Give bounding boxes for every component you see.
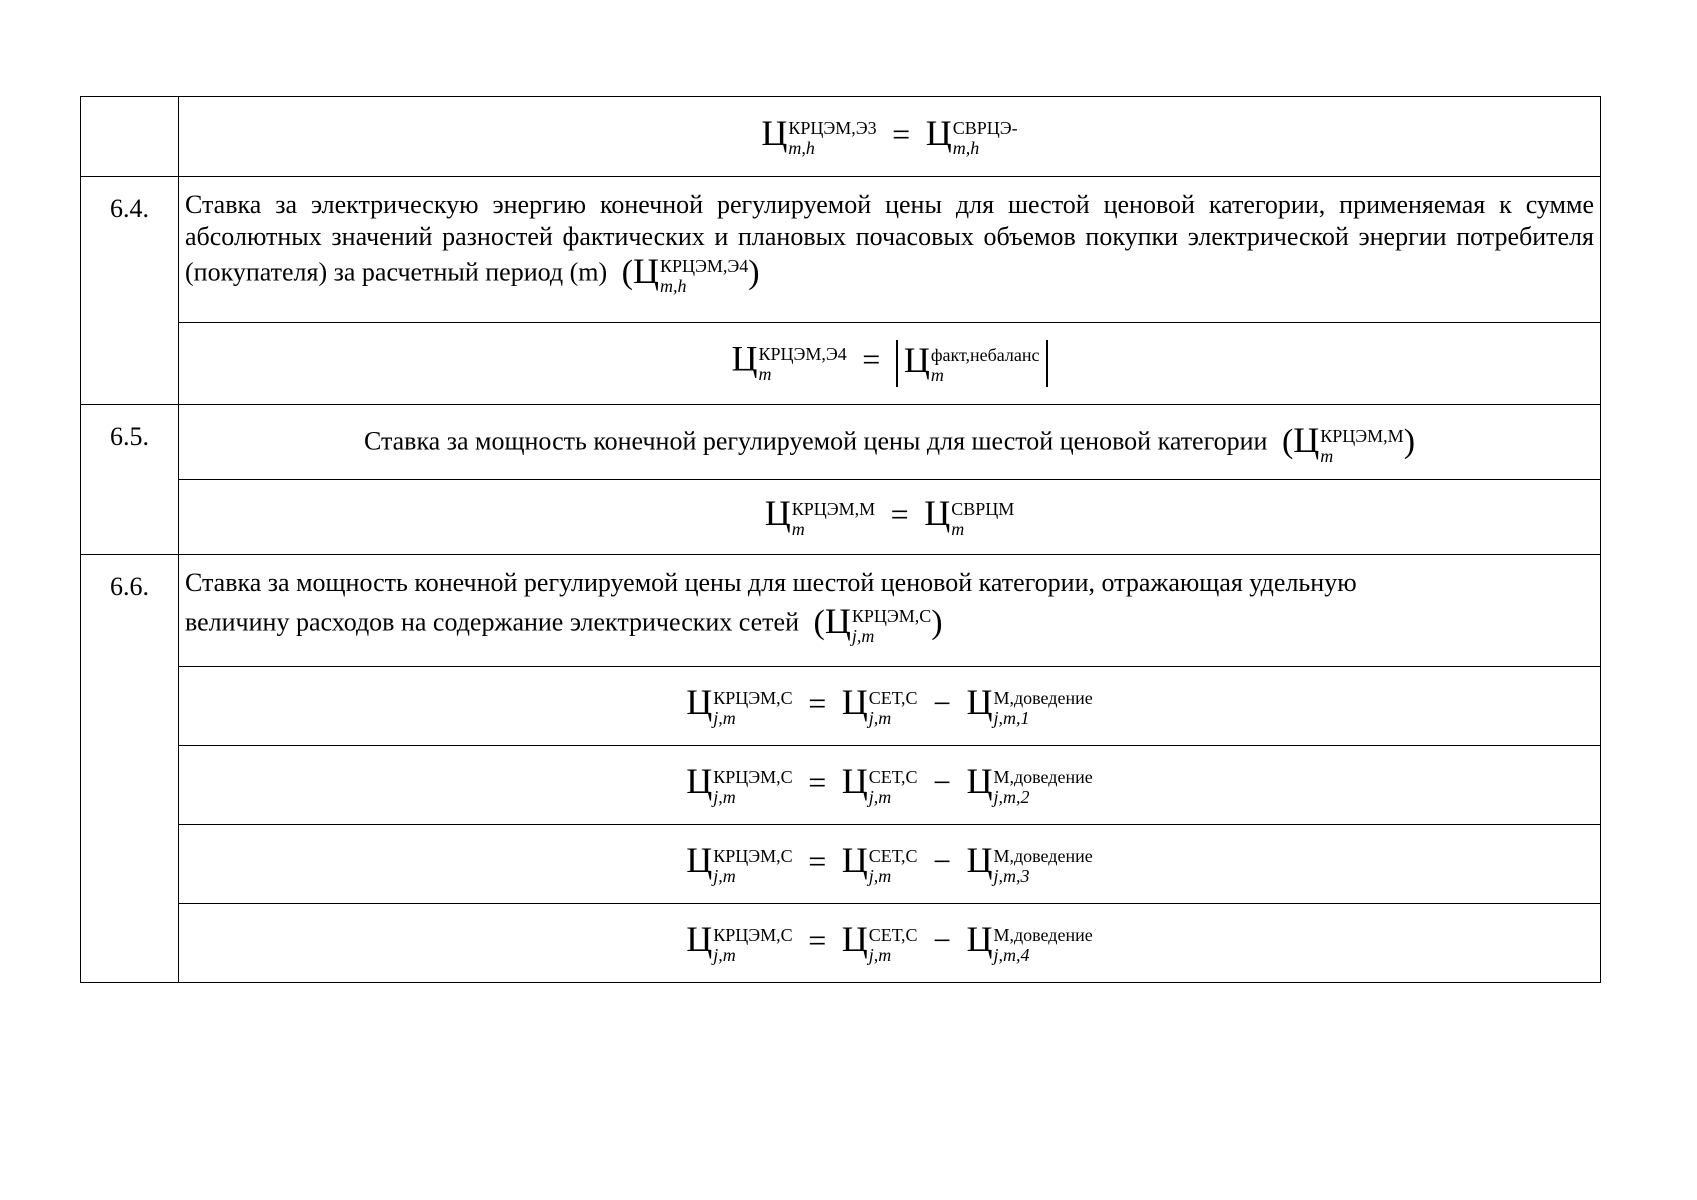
formula-cell [179,667,1601,746]
symbol-c: (Ц КРЦЭМ,C j,m ) [813,601,943,647]
table-row [81,746,1601,825]
description-line: величину расходов на содержание электрических сетей [185,607,799,637]
item-number: 6.6. [81,555,179,983]
formula-cell [179,97,1601,177]
price-symbol: Ц [824,601,851,641]
description-text: Ставка за электрическую энергию конечной регулируемой цены для шестой ценовой категории, применяемая к сумме абсолютных значений разностей фактических и плановых почасовых объемов покупки электрической энергии потребителя (покупателя) за расчетный период (m) [185,190,1594,287]
price-symbol: Ц [731,338,758,379]
description-line: Ставка за мощность конечной регулируемой цены для шестой ценовой категории, отражающая удельную [185,568,1357,597]
subscript: j,m,4 [993,944,1030,965]
formula-e3 [761,112,1018,159]
formula-c-3 [686,842,1092,885]
formula-cell [179,904,1601,983]
subscript: m,h [659,276,687,297]
price-symbol: Ц [966,682,993,723]
superscript: СВРЦЭ- [952,118,1018,139]
description-text: Ставка за мощность конечной регулируемой цены для шестой ценовой категории [363,426,1268,456]
subscript: j,m [868,786,892,807]
subscript: j,m [713,865,736,886]
price-symbol: Ц [841,919,868,960]
table-row [81,405,1601,480]
table-row [81,323,1601,405]
number-cell [81,97,179,177]
price-symbol: Ц [632,251,659,291]
equals-sign: = [808,764,827,801]
superscript: КРЦЭМ,М [791,498,876,519]
subscript: j,m [713,944,736,965]
price-symbol: Ц [841,840,868,881]
description-cell [179,177,1601,323]
formula-c-4 [686,921,1092,964]
superscript: КРЦЭМ,Э3 [788,118,877,139]
superscript: факт,небаланс [930,345,1040,366]
price-symbol: Ц [686,840,713,881]
subscript: m [951,518,965,539]
subscript: m [1320,445,1334,466]
superscript: КРЦЭМ,C [713,687,793,708]
minus-sign: − [932,685,951,722]
superscript: М,доведение [993,766,1093,787]
symbol-e4: (Ц КРЦЭМ,Э4 m,h ) [621,251,760,297]
superscript: КРЦЭМ,C [851,606,932,627]
superscript: СЕТ,C [868,766,918,787]
price-symbol: Ц [761,112,788,153]
item-number: 6.4. [81,177,179,405]
subscript: m,h [788,138,815,159]
price-symbol: Ц [966,761,993,802]
table-row [81,480,1601,555]
price-symbol: Ц [841,761,868,802]
superscript: КРЦЭМ,М [1320,425,1404,446]
tariff-table [80,96,1601,983]
superscript: СЕТ,C [868,924,918,945]
price-symbol: Ц [686,682,713,723]
subscript: j,m [713,707,736,728]
table-row [81,177,1601,323]
superscript: КРЦЭМ,C [713,845,793,866]
item-number: 6.5. [81,405,179,555]
superscript: КРЦЭМ,C [713,766,793,787]
superscript: М,доведение [993,687,1093,708]
minus-sign: − [932,922,951,959]
superscript: КРЦЭМ,Э4 [659,256,749,277]
price-symbol: Ц [903,339,930,380]
table-row [81,904,1601,983]
table-row [81,667,1601,746]
symbol-m: (Ц КРЦЭМ,М m ) [1281,420,1416,466]
price-symbol: Ц [966,919,993,960]
price-symbol: Ц [924,493,951,534]
subscript: j,m,3 [993,865,1030,886]
formula-cell [179,746,1601,825]
description-cell [179,555,1601,667]
subscript: j,m [851,626,875,647]
formula-e4 [731,340,1047,387]
price-symbol: Ц [686,919,713,960]
equals-sign: = [808,922,827,959]
subscript: j,m [868,865,892,886]
equals-sign: = [808,843,827,880]
formula-m [765,495,1015,538]
minus-sign: − [932,843,951,880]
price-symbol: Ц [764,493,791,534]
formula-cell [179,323,1601,405]
subscript: j,m,2 [993,786,1030,807]
subscript: j,m,1 [993,707,1030,728]
price-symbol: Ц [1293,420,1320,461]
superscript: М,доведение [993,924,1093,945]
subscript: j,m [868,944,892,965]
formula-c-1 [686,684,1092,727]
table-row [81,97,1601,177]
price-symbol: Ц [966,840,993,881]
equals-sign: = [892,115,911,152]
superscript: СВРЦМ [951,498,1015,519]
subscript: m [758,363,772,384]
minus-sign: − [932,764,951,801]
formula-c-2 [686,763,1092,806]
formula-cell [179,480,1601,555]
superscript: КРЦЭМ,C [713,924,793,945]
equals-sign: = [862,341,881,378]
table-row [81,825,1601,904]
price-symbol: Ц [925,112,952,153]
equals-sign: = [808,685,827,722]
description-cell [179,405,1601,480]
absolute-value [896,340,1048,387]
subscript: j,m [868,707,892,728]
subscript: m [791,518,805,539]
price-symbol: Ц [686,761,713,802]
subscript: j,m [713,786,736,807]
equals-sign: = [890,496,909,533]
price-symbol: Ц [841,682,868,723]
formula-cell [179,825,1601,904]
subscript: m [930,365,944,386]
superscript: М,доведение [993,845,1093,866]
superscript: СЕТ,C [868,845,918,866]
superscript: СЕТ,C [868,687,918,708]
superscript: КРЦЭМ,Э4 [758,343,847,364]
table-row [81,555,1601,667]
subscript: m,h [952,138,980,159]
